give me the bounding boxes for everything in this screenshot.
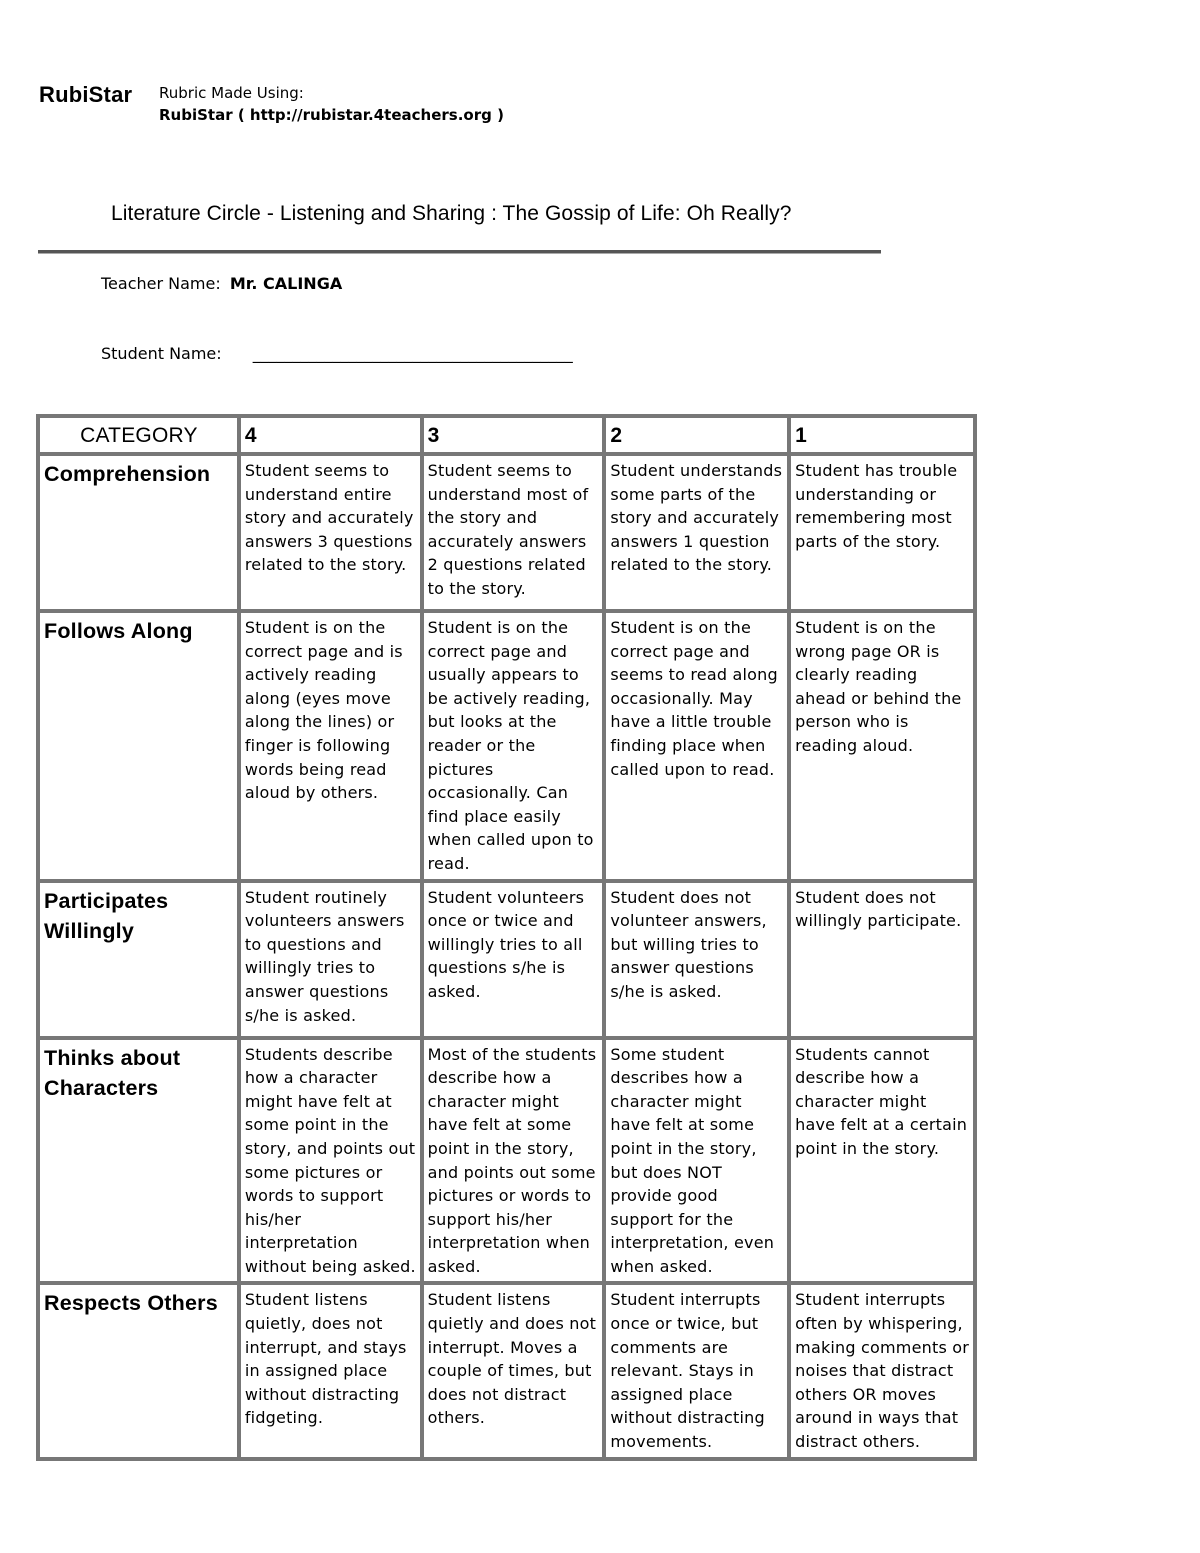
page-title: Literature Circle - Listening and Sharing : The Gossip of Life: Oh Really? [111,202,792,225]
table-cell: Student is on the wrong page OR is clearly reading ahead or behind the person who is reading aloud. [789,611,975,881]
header-score-4: 4 [239,416,422,454]
table-row [38,881,975,1038]
header-score-1: 1 [789,416,975,454]
table-row [38,1283,975,1459]
table-cell: Student listens quietly, does not interrupt, and stays in assigned place without distracting fidgeting. [239,1283,422,1459]
table-cell: Student is on the correct page and is actively reading along (eyes move along the lines) or finger is following words being read aloud by others. [239,611,422,881]
teacher-name-value: Mr. CALINGA [229,274,343,293]
header-score-2: 2 [604,416,789,454]
row-category: Follows Along [38,611,239,881]
rubric-header-row [38,416,975,454]
rubric-table [36,414,977,1461]
table-cell: Student listens quietly and does not interrupt. Moves a couple of times, but does not distract others. [422,1283,605,1459]
table-cell: Student is on the correct page and usually appears to be actively reading, but looks at the reader or the pictures occasionally. Can find place easily when called upon to read. [422,611,605,881]
teacher-name-line [101,274,342,293]
table-cell: Some student describes how a character might have felt at some point in the story, but does NOT provide good support for the interpretation, even when asked. [604,1038,789,1284]
table-cell: Student routinely volunteers answers to questions and willingly tries to answer questions s/he is asked. [239,881,422,1038]
table-cell: Most of the students describe how a character might have felt at some point in the story, and points out some pictures or words to support his/her interpretation when asked. [422,1038,605,1284]
made-using-label: Rubric Made Using: [159,84,304,102]
row-category: Thinks about Characters [38,1038,239,1284]
table-row [38,454,975,611]
table-row [38,1038,975,1284]
table-cell: Student seems to understand most of the story and accurately answers 2 questions related to the story. [422,454,605,611]
table-cell: Student is on the correct page and seems to read along occasionally. May have a little trouble finding place when called upon to read. [604,611,789,881]
table-cell: Student does not willingly participate. [789,881,975,1038]
table-cell: Student does not volunteer answers, but willing tries to answer questions s/he is asked. [604,881,789,1038]
table-cell: Student volunteers once or twice and willingly tries to all questions s/he is asked. [422,881,605,1038]
rubistar-url: RubiStar ( http://rubistar.4teachers.org ) [159,106,504,124]
row-category: Comprehension [38,454,239,611]
table-cell: Student interrupts often by whispering, making comments or noises that distract others OR moves around in ways that distract others. [789,1283,975,1459]
table-cell: Student seems to understand entire story and accurately answers 3 questions related to the story. [239,454,422,611]
row-category: Respects Others [38,1283,239,1459]
teacher-name-label: Teacher Name: [101,274,221,293]
rubistar-logo: RubiStar [39,82,133,107]
table-cell: Student interrupts once or twice, but comments are relevant. Stays in assigned place without distracting movements. [604,1283,789,1459]
header-score-3: 3 [422,416,605,454]
title-divider [38,250,881,254]
student-name-line [101,344,573,363]
student-name-label: Student Name: [101,344,222,363]
table-cell: Student has trouble understanding or remembering most parts of the story. [789,454,975,611]
row-category: Participates Willingly [38,881,239,1038]
made-using-note [159,82,504,126]
table-cell: Students describe how a character might have felt at some point in the story, and points out some pictures or words to support his/her interpretation without being asked. [239,1038,422,1284]
student-name-blank[interactable]: ________________________________________ [252,344,573,363]
table-cell: Student understands some parts of the story and accurately answers 1 question related to the story. [604,454,789,611]
table-row [38,611,975,881]
header-category: CATEGORY [38,416,239,454]
table-cell: Students cannot describe how a character might have felt at a certain point in the story. [789,1038,975,1284]
